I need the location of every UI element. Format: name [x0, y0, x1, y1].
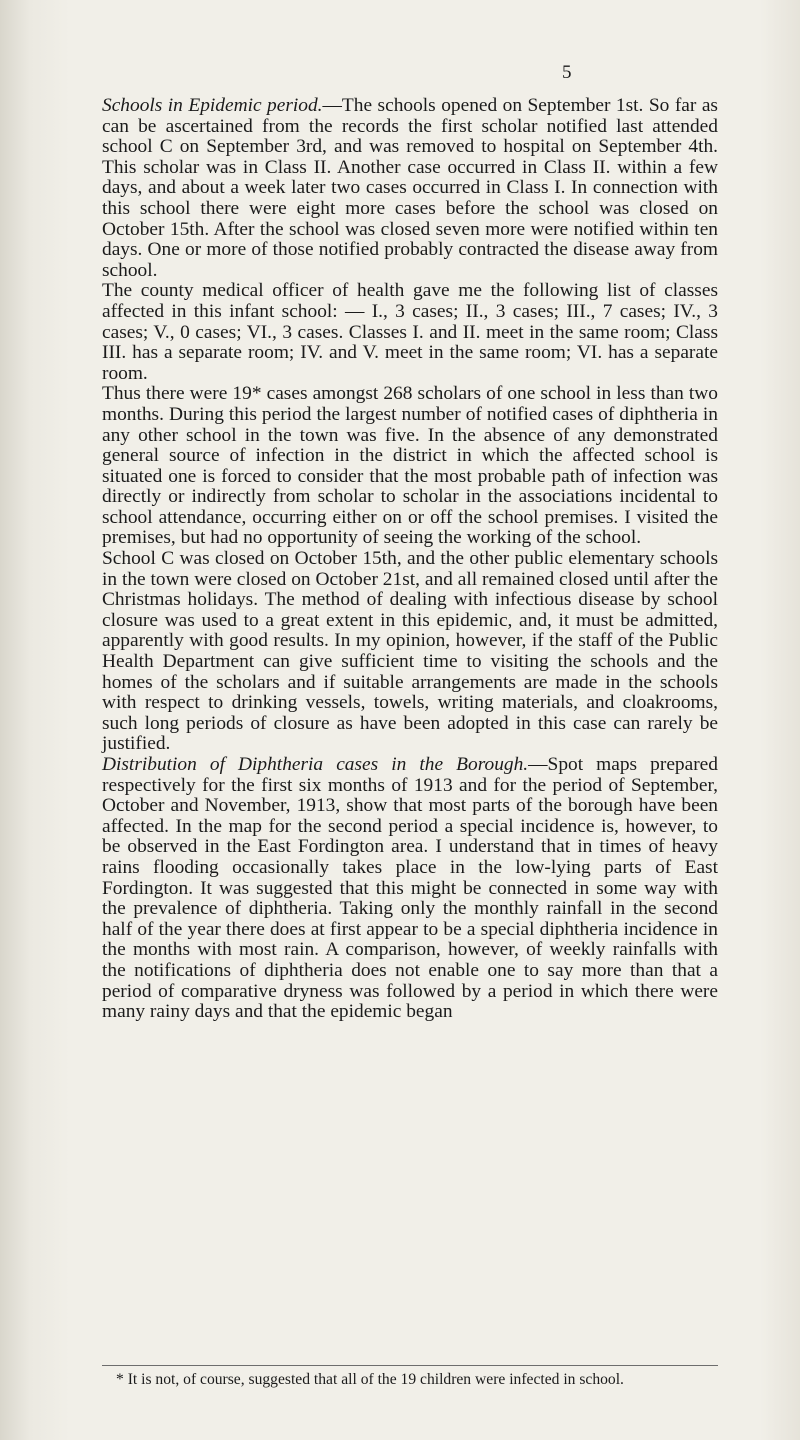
paragraph-heading: Schools in Epidemic period. — [102, 95, 323, 116]
paragraph-text: The county medical officer of health gave me the following list of classes affected in this infant school: — I., 3 cases; II., 3 cases; III., 7 cases; IV., 3 cases; V., 0 cases; VI., 3 cases. Classes I. and II. meet in the same room; Class III. has a separate room; IV. and V. meet in the same room; VI. has a separate room. — [102, 280, 718, 384]
paragraph-distribution — [102, 755, 718, 1023]
paragraph-heading: Distribution of Diphtheria cases in the Borough. — [102, 754, 529, 775]
paragraph-text: Thus there were 19* cases amongst 268 scholars of one school in less than two months. During this period the largest number of notified cases of diphtheria in any other school in the town was five. In the absence of any demonstrated general source of infection in the district in which the affected school is situated one is forced to consider that the most probable path of infection was directly or indirectly from scholar to scholar in the associations incidental to school attendance, occurring either on or off the school premises. I visited the premises, but had no opportunity of seeing the working of the school. — [102, 383, 718, 549]
footnote-rule — [102, 1365, 718, 1366]
paragraph-cases-summary — [102, 384, 718, 549]
paragraph-text: School C was closed on October 15th, and the other public elementary schools in the town were closed on October 21st, and all remained closed until after the Christmas holidays. The method of dealing with infectious disease by school closure was used to a great extent in this epidemic, and, it must be admitted, apparently with good results. In my opinion, however, if the staff of the Public Health Department can give sufficient time to visiting the schools and the homes of the scholars and if suitable arrangements are made in the schools with respect to drinking vessels, towels, writing materials, and cloakrooms, such long periods of closure as have been adopted in this case can rarely be justified. — [102, 548, 718, 755]
paragraph-text: —Spot maps prepared respectively for the first six months of 1913 and for the period of September, October and November, 1913, show that most parts of the borough have been affected. In the map for the second period a special incidence is, however, to be observed in the East Fordington area. I understand that in times of heavy rains flooding occasionally takes place in the low-lying parts of East Fordington. It was suggested that this might be connected in some way with the prevalence of diphtheria. Taking only the monthly rainfall in the second half of the year there does at first appear to be a special diphtheria incidence in the months with most rain. A comparison, however, of weekly rainfalls with the notifications of diphtheria does not enable one to say more than that a period of comparative dryness was followed by a period in which there were many rainy days and that the epidemic began — [102, 754, 718, 1023]
paragraph-class-list — [102, 281, 718, 384]
paragraph-schools-epidemic — [102, 96, 718, 281]
paragraph-text: —The schools opened on September 1st. So far as can be ascertained from the records the first scholar notified last attended school C on September 3rd, and was removed to hospital on September 4th. This scholar was in Class II. Another case occurred in Class II. within a few days, and about a week later two cases occurred in Class I. In connection with this school there were eight more cases before the school was closed on October 15th. After the school was closed seven more were notified within ten days. One or more of those notified probably contracted the disease away from school. — [102, 95, 718, 281]
paragraph-school-closure — [102, 549, 718, 755]
footnote — [102, 1371, 718, 1388]
page-number: 5 — [562, 62, 572, 83]
body-text — [102, 96, 718, 1023]
footnote-text: * It is not, of course, suggested that all of the 19 children were infected in school. — [116, 1371, 624, 1388]
